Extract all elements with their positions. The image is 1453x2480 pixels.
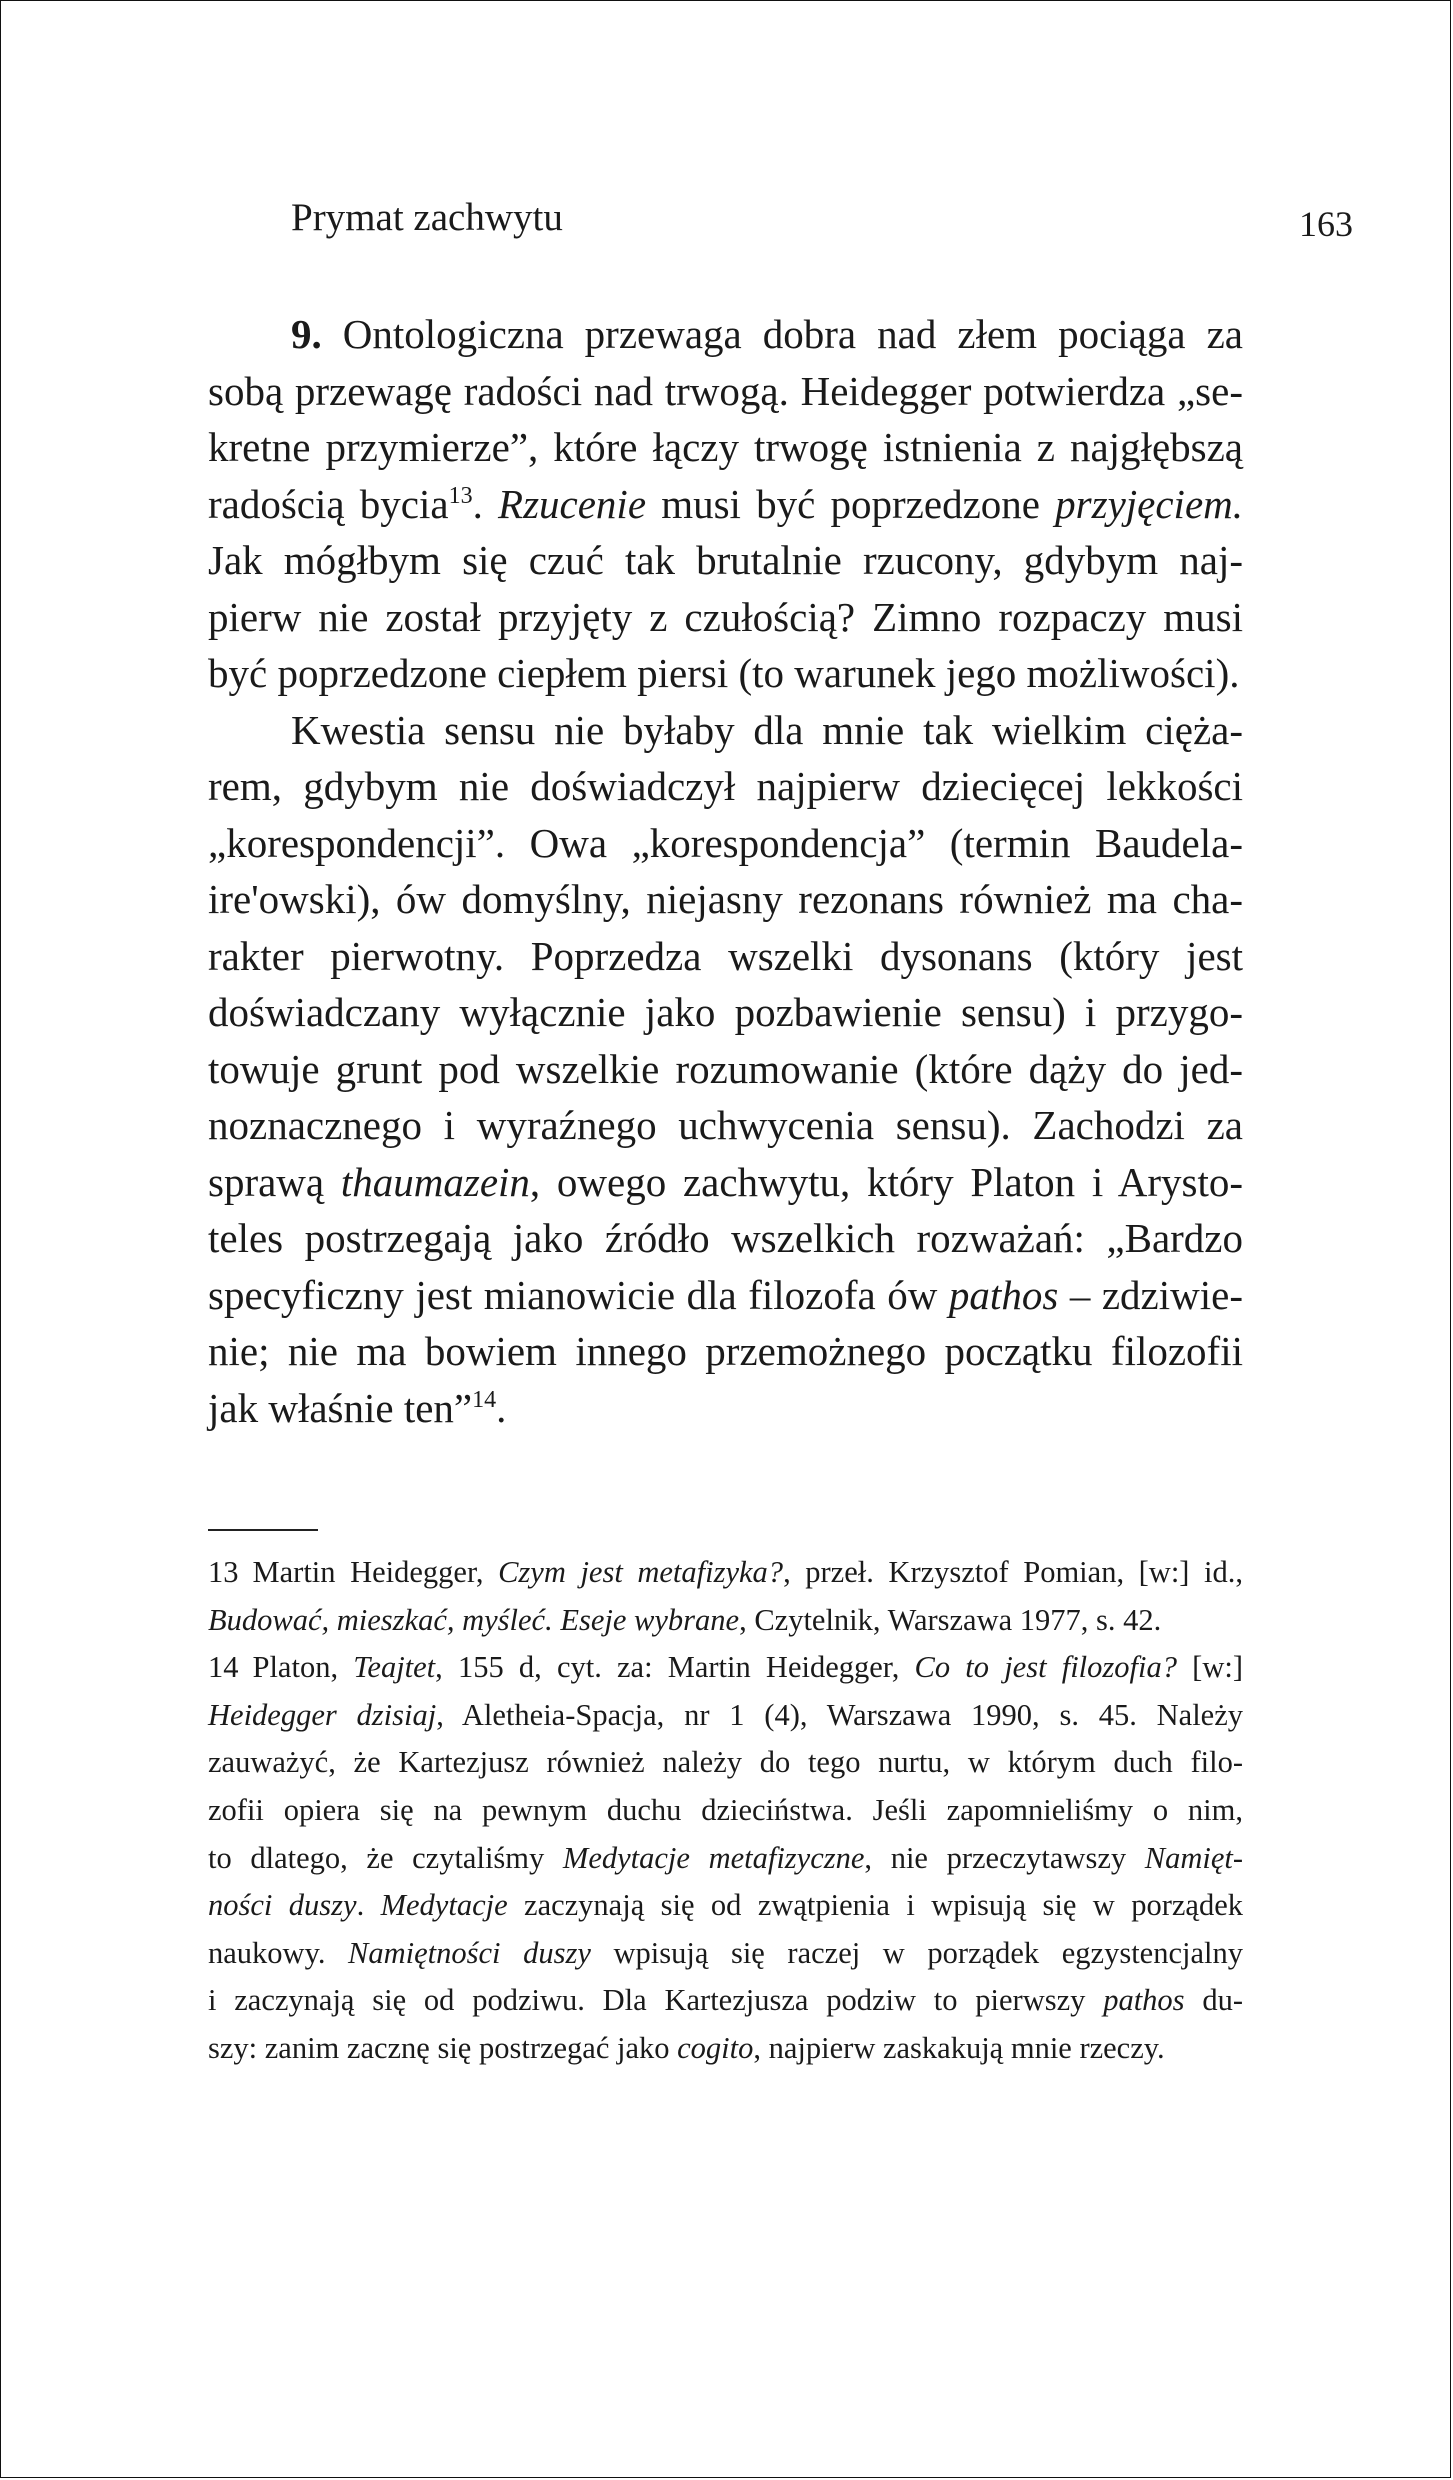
italic-run: cogito <box>677 2030 754 2065</box>
italic-run: Heidegger dzisiaj <box>208 1697 437 1732</box>
paragraph-1-line-2: sobą przewagę radości nad trwogą. Heidegger potwierdza „se- <box>208 367 1243 414</box>
italic-run: Teajtet <box>353 1650 436 1685</box>
text-run: , owego zachwytu, który Platon i Arysto- <box>529 1158 1243 1205</box>
italic-run: Namięt- <box>1144 1840 1244 1875</box>
text-run: [w:] <box>1176 1650 1243 1685</box>
footnote-14-line-6 <box>208 1882 1243 1930</box>
footnote-ref-13[interactable]: 13 <box>448 482 473 509</box>
text-run: Platon, <box>252 1650 354 1685</box>
footnote-13-line-2 <box>208 1597 1243 1645</box>
paragraph-2-line-10: teles postrzegają jako źródło wszelkich rozważań: „Bardzo <box>208 1215 1243 1261</box>
text-run: jak właśnie ten” <box>208 1384 473 1431</box>
paragraph-2-line-5: rakter pierwotny. Poprzedza wszelki dysonans (który jest <box>208 932 1243 979</box>
section-number: 9. <box>291 311 322 357</box>
footnote-ref-14[interactable]: 14 <box>472 1386 497 1413</box>
paragraph-1-line-6: pierw nie został przyjęty z czułością? Zimno rozpaczy musi <box>208 593 1243 640</box>
paragraph-2-line-13 <box>208 1380 1243 1437</box>
italic-run: pathos <box>1103 1983 1185 2018</box>
text-run: sprawą <box>208 1158 341 1205</box>
footnote-14-line-3: zauważyć, że Kartezjusz również należy do tego nurtu, w którym duch filo- <box>208 1745 1243 1780</box>
text-run: , przeł. Krzysztof Pomian, [w:] id., <box>783 1555 1244 1589</box>
text-run: Martin Heidegger, <box>252 1555 499 1589</box>
italic-run: Medytacje <box>380 1888 508 1923</box>
italic-run: Budować, mieszkać, myśleć. Eseje wybrane <box>208 1602 740 1637</box>
text-run: szy: zanim zacznę się postrzegać jako <box>208 2030 678 2065</box>
paragraph-2-line-2: rem, gdybym nie doświadczył najpierw dziecięcej lekkości <box>208 763 1243 809</box>
paragraph-1-line-4 <box>208 476 1243 533</box>
paragraph-2-line-12: nie; nie ma bowiem innego przemożnego początku filozofii <box>208 1328 1243 1374</box>
italic-run: thaumazein <box>340 1158 530 1205</box>
page-number: 163 <box>1299 204 1353 244</box>
italic-run: Rzucenie <box>498 480 647 527</box>
text-run: . <box>472 480 499 527</box>
footnote-number-14: 14 <box>208 1650 239 1685</box>
footnote-14-line-1 <box>208 1644 1243 1692</box>
italic-run: Co to jest filozofia? <box>914 1650 1177 1685</box>
footnote-14-line-4: zofii opiera się na pewnym duchu dzieciństwa. Jeśli zapomnieliśmy o nim, <box>208 1792 1243 1827</box>
text-run: , najpierw zaskakują mnie rzeczy. <box>753 2030 1165 2065</box>
footnote-14-line-5 <box>208 1835 1243 1883</box>
paragraph-1-line-1 <box>208 306 1243 363</box>
footnote-number-13: 13 <box>208 1555 239 1589</box>
text-run: – zdziwie- <box>1058 1271 1243 1318</box>
footnote-14-line-8 <box>208 1977 1243 2025</box>
text-run: zaczynają się od zwątpienia i wpisują się w porządek <box>507 1888 1243 1923</box>
text-run: to dlatego, że czytaliśmy <box>208 1840 563 1875</box>
italic-run: pathos <box>948 1271 1059 1318</box>
paragraph-1-line-3: kretne przymierze”, które łączy trwogę istnienia z najgłębszą <box>208 424 1243 470</box>
footnote-14-line-9 <box>208 2025 1243 2073</box>
text-run: , Czytelnik, Warszawa 1977, s. 42. <box>739 1602 1162 1637</box>
italic-run: Namiętności duszy <box>348 1935 591 1970</box>
text-run: musi być poprzedzone <box>646 480 1056 527</box>
footnotes <box>208 1549 1243 2073</box>
text-run: . <box>496 1384 507 1431</box>
italic-run: Medytacje metafizyczne <box>562 1840 865 1875</box>
paragraph-2-line-6: doświadczany wyłącznie jako pozbawienie sensu) i przygo- <box>208 989 1243 1035</box>
text-run: naukowy. <box>208 1935 349 1970</box>
footnote-14-line-2 <box>208 1692 1243 1740</box>
text-run: . <box>356 1888 381 1923</box>
paragraph-2-line-11 <box>208 1267 1243 1324</box>
paragraph-1-line-5: Jak mógłbym się czuć tak brutalnie rzucony, gdybym naj- <box>208 537 1243 583</box>
paragraph-1-line-7: być poprzedzone ciepłem piersi (to warunek jego możliwości). <box>208 650 1240 696</box>
running-title: Prymat zachwytu <box>291 196 563 239</box>
text-run: specyficzny jest mianowicie dla filozofa ów <box>208 1271 949 1318</box>
text-run: du- <box>1184 1983 1243 2018</box>
paragraph-2-line-9 <box>208 1154 1243 1211</box>
main-text <box>208 306 1243 1436</box>
text-run: radością bycia <box>208 480 449 527</box>
footnote-divider <box>208 1529 318 1531</box>
italic-run: Czym jest metafizyka? <box>498 1555 784 1589</box>
text-run: i zaczynają się od podziwu. Dla Kartezjusza podziw to pierwszy <box>208 1983 1104 2018</box>
italic-run: przyjęciem. <box>1055 480 1243 527</box>
footnote-14-line-7 <box>208 1930 1243 1978</box>
text-run: Ontologiczna przewaga dobra nad złem pociąga za <box>342 311 1243 357</box>
text-run: , Aletheia-Spacja, nr 1 (4), Warszawa 1990, s. 45. Należy <box>436 1697 1243 1732</box>
paragraph-2-line-8: noznacznego i wyraźnego uchwycenia sensu). Zachodzi za <box>208 1102 1243 1148</box>
text-run: wpisują się raczej w porządek egzystencjalny <box>590 1935 1243 1970</box>
text-run: , 155 d, cyt. za: Martin Heidegger, <box>435 1650 915 1685</box>
paragraph-2-line-7: towuje grunt pod wszelkie rozumowanie (które dąży do jed- <box>208 1045 1243 1092</box>
footnote-13-line-1 <box>208 1549 1243 1597</box>
italic-run: ności duszy <box>208 1888 357 1923</box>
text-run: , nie przeczytawszy <box>864 1840 1145 1875</box>
paragraph-2-line-1: Kwestia sensu nie byłaby dla mnie tak wielkim cięża- <box>291 706 1243 753</box>
paragraph-2-line-3: „korespondencji”. Owa „korespondencja” (termin Baudela- <box>208 819 1243 866</box>
paragraph-2-line-4: ire'owski), ów domyślny, niejasny rezonans również ma cha- <box>208 876 1243 922</box>
